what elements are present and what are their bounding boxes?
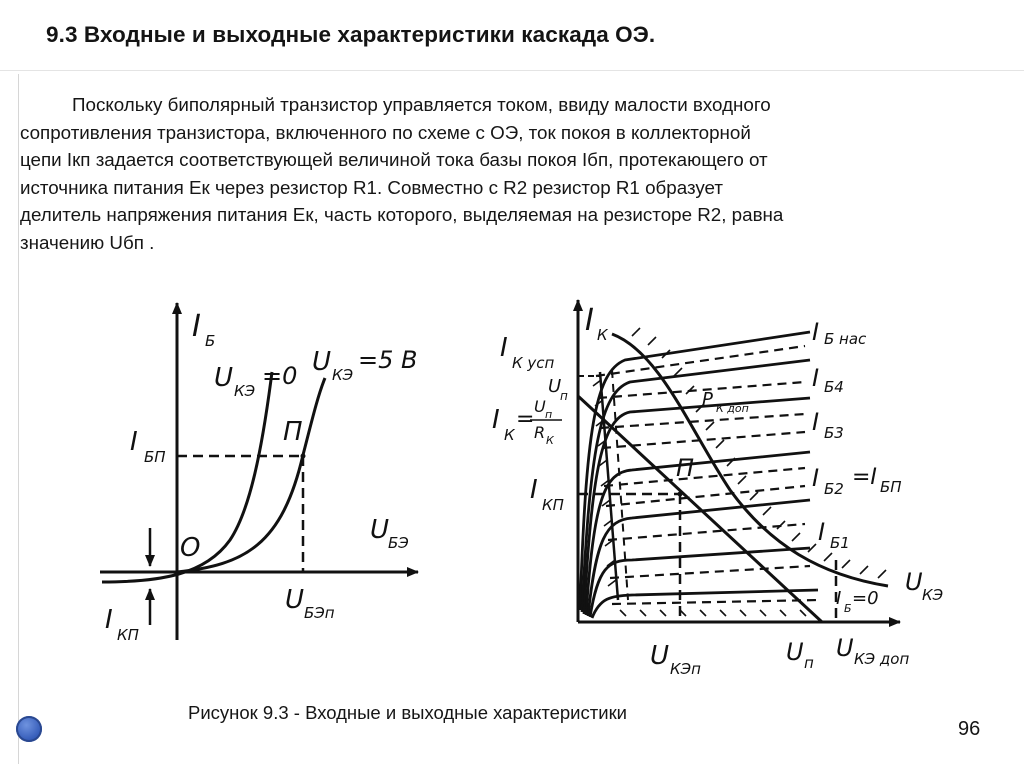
output-x-axis-sub: КЭ <box>922 586 944 604</box>
point-p-label: П <box>283 417 303 447</box>
pk-dop-sub: К доп <box>716 402 749 415</box>
ib2-eq: =I <box>852 465 877 490</box>
curve2-label: U <box>312 347 332 377</box>
un-sub: п <box>804 654 814 672</box>
ib3-sub: Б3 <box>824 424 844 442</box>
curve1-label: U <box>214 363 234 393</box>
load-line-denominator-sub: К <box>546 434 554 447</box>
slide-nav-button[interactable] <box>16 716 42 742</box>
paragraph-line: значению Uбп . <box>20 231 155 253</box>
load-line-numerator: U <box>534 397 546 416</box>
ib0-label: I <box>836 588 842 609</box>
paragraph-line: источника питания Ек через резистор R1. Совместно с R2 резистор R1 образует <box>20 176 723 198</box>
ikp-out-label: I <box>530 475 538 505</box>
un-top-sub: п <box>560 389 568 403</box>
output-operating-point <box>678 492 683 497</box>
ib1-sub: Б1 <box>830 534 850 552</box>
slide-title: 9.3 Входные и выходные характеристики каскада ОЭ. <box>46 22 656 47</box>
un-top-label: U <box>548 376 562 397</box>
ik-usp-label: I <box>500 333 508 363</box>
input-x-axis-sub: БЭ <box>388 534 409 552</box>
ib4-label: I <box>812 364 820 392</box>
page-number: 96 <box>958 718 981 740</box>
load-line-denominator: R <box>534 423 546 442</box>
origin-label: О <box>180 533 201 563</box>
input-y-axis-label: I <box>192 309 201 344</box>
output-y-axis-label: I <box>585 303 594 338</box>
paragraph-line: цепи Iкп задается соответствующей величиной тока базы покоя Iбп, протекающего от <box>20 149 768 170</box>
ubep-label: U <box>285 585 305 615</box>
paragraph-line: Поскольку биполярный транзистор управляется током, ввиду малости входного <box>72 94 771 115</box>
ibp-label: I <box>130 427 138 457</box>
cutoff-hatching <box>620 610 806 616</box>
dashed-curve <box>610 566 810 578</box>
input-chart-labels <box>105 309 417 644</box>
ik-usp-sub: К усп <box>512 354 555 372</box>
load-line-label: I <box>492 405 500 435</box>
output-x-axis-label: U <box>905 568 923 596</box>
figure-caption: Рисунок 9.3 - Входные и выходные характеристики <box>188 702 627 723</box>
ikp-out-sub: КП <box>542 496 564 514</box>
point-p-out: П <box>676 454 695 482</box>
input-y-axis-sub: Б <box>205 332 216 350</box>
uke-dop-label: U <box>836 634 854 662</box>
ib0-value: =0 <box>852 588 879 609</box>
input-operating-point <box>301 454 306 459</box>
pk-dop-label: P <box>702 389 713 410</box>
ib0-sub: Б <box>844 602 852 615</box>
ukep-sub: КЭп <box>670 660 701 678</box>
ib2-sub: Б2 <box>824 480 844 498</box>
load-line <box>578 396 822 622</box>
ib-nas-label: I <box>812 318 820 346</box>
load-line-eq: = <box>516 407 535 432</box>
ib-nas-sub: Б нас <box>824 330 867 348</box>
curve2-value: =5 В <box>358 346 418 374</box>
ib2-eq-sub: БП <box>880 478 902 496</box>
input-x-axis-label: U <box>370 515 390 545</box>
ib3-label: I <box>812 408 820 436</box>
ibp-sub: БП <box>144 448 166 466</box>
uke-dop-sub: КЭ доп <box>854 650 910 668</box>
load-line-numerator-sub: п <box>545 408 553 421</box>
dashed-curve <box>600 414 805 428</box>
curve1-sub: КЭ <box>234 382 256 400</box>
curve-ib-low <box>590 548 810 617</box>
paragraph-line: сопротивления транзистора, включенного по схеме с ОЭ, ток покоя в коллекторной <box>20 121 751 143</box>
ib2-label: I <box>812 464 820 492</box>
paragraph-line: делитель напряжения питания Ек, часть которого, выделяемая на резисторе R2, равна <box>20 204 784 225</box>
ikp-sub: КП <box>117 626 139 644</box>
dashed-curve <box>612 600 820 604</box>
ukep-label: U <box>650 641 670 671</box>
ubep-sub: БЭп <box>304 604 335 622</box>
un-label: U <box>786 638 804 666</box>
curve2-sub: КЭ <box>332 366 354 384</box>
ib4-sub: Б4 <box>824 378 844 396</box>
load-line-sub: К <box>504 426 515 444</box>
ikp-label: I <box>105 605 113 635</box>
output-y-axis-sub: К <box>597 326 608 344</box>
output-characteristic-chart <box>578 300 900 622</box>
curve1-value: =0 <box>262 362 298 390</box>
ib1-label: I <box>818 518 826 546</box>
